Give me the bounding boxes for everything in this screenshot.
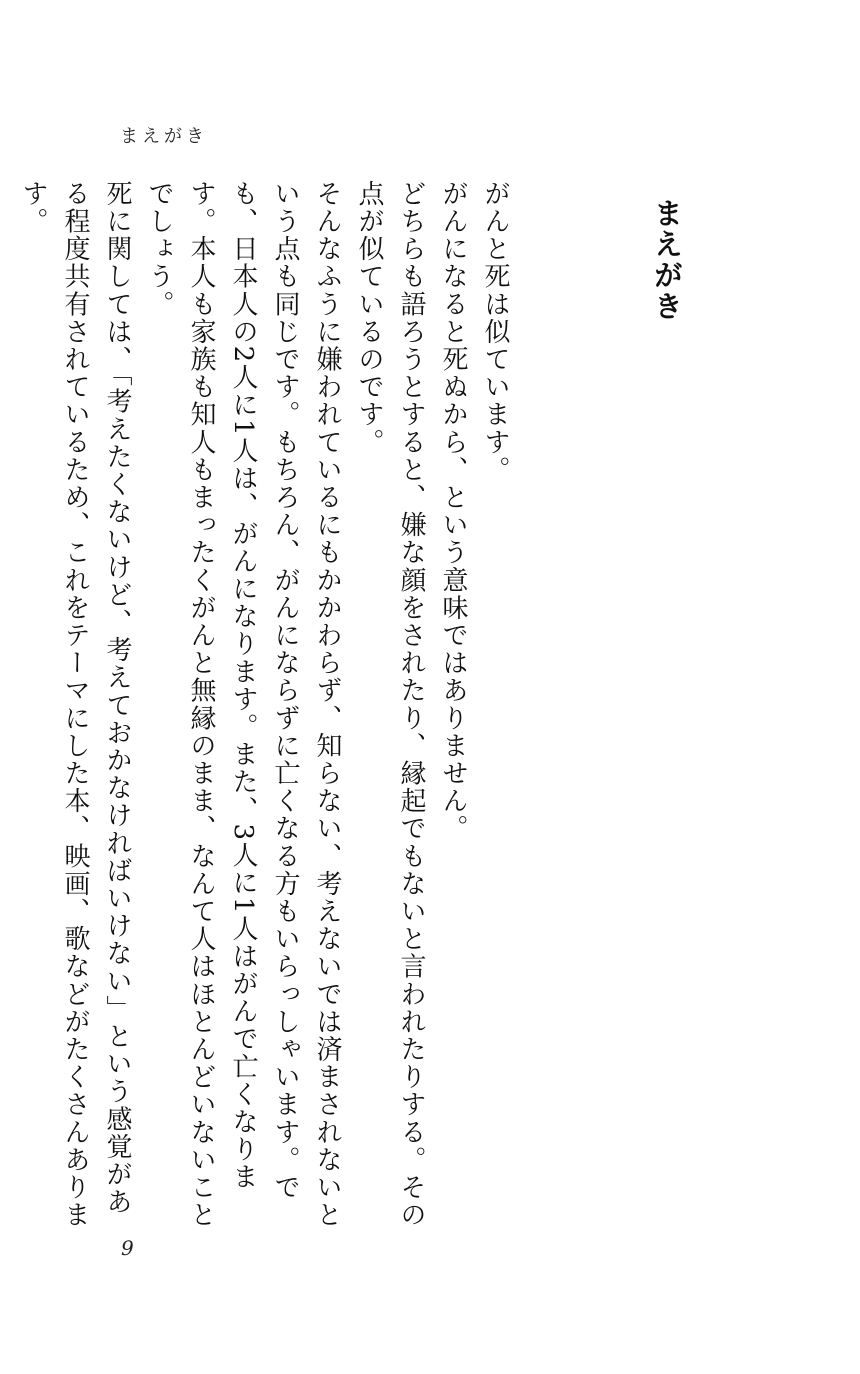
body-text — [18, 180, 516, 1235]
chapter-title: まえがき — [650, 198, 684, 322]
paragraph: がんと死は似ています。 — [480, 180, 510, 484]
paragraph: 死に関しては、「考えたくないけど、考えておかなければいけない」という感覚がある程度共有されているため、これをテーマにした本、映画、歌などがたくさんあります。 — [18, 180, 132, 1229]
running-head: まえがき — [120, 126, 208, 147]
paragraph: そんなふうに嫌われているにもかかわらず、知らない、考えないでは済まされないという点も同じです。もちろん、がんにならずに亡くなる方もいらっしゃいます。でも、日本人の2人に1人は、がんになります。また、3人に1人はがんで亡くなります。本人も家族も知人もまったくがんと無縁のまま、なんて人はほとんどいないことでしょう。 — [144, 180, 342, 1229]
paragraph: どちらも語ろうとすると、嫌な顔をされたり、縁起でもないと言われたりする。その点が似ているのです。 — [354, 180, 426, 1229]
page-number: 9 — [121, 1236, 134, 1260]
paragraph: がんになると死ぬから、という意味ではありません。 — [438, 180, 468, 843]
